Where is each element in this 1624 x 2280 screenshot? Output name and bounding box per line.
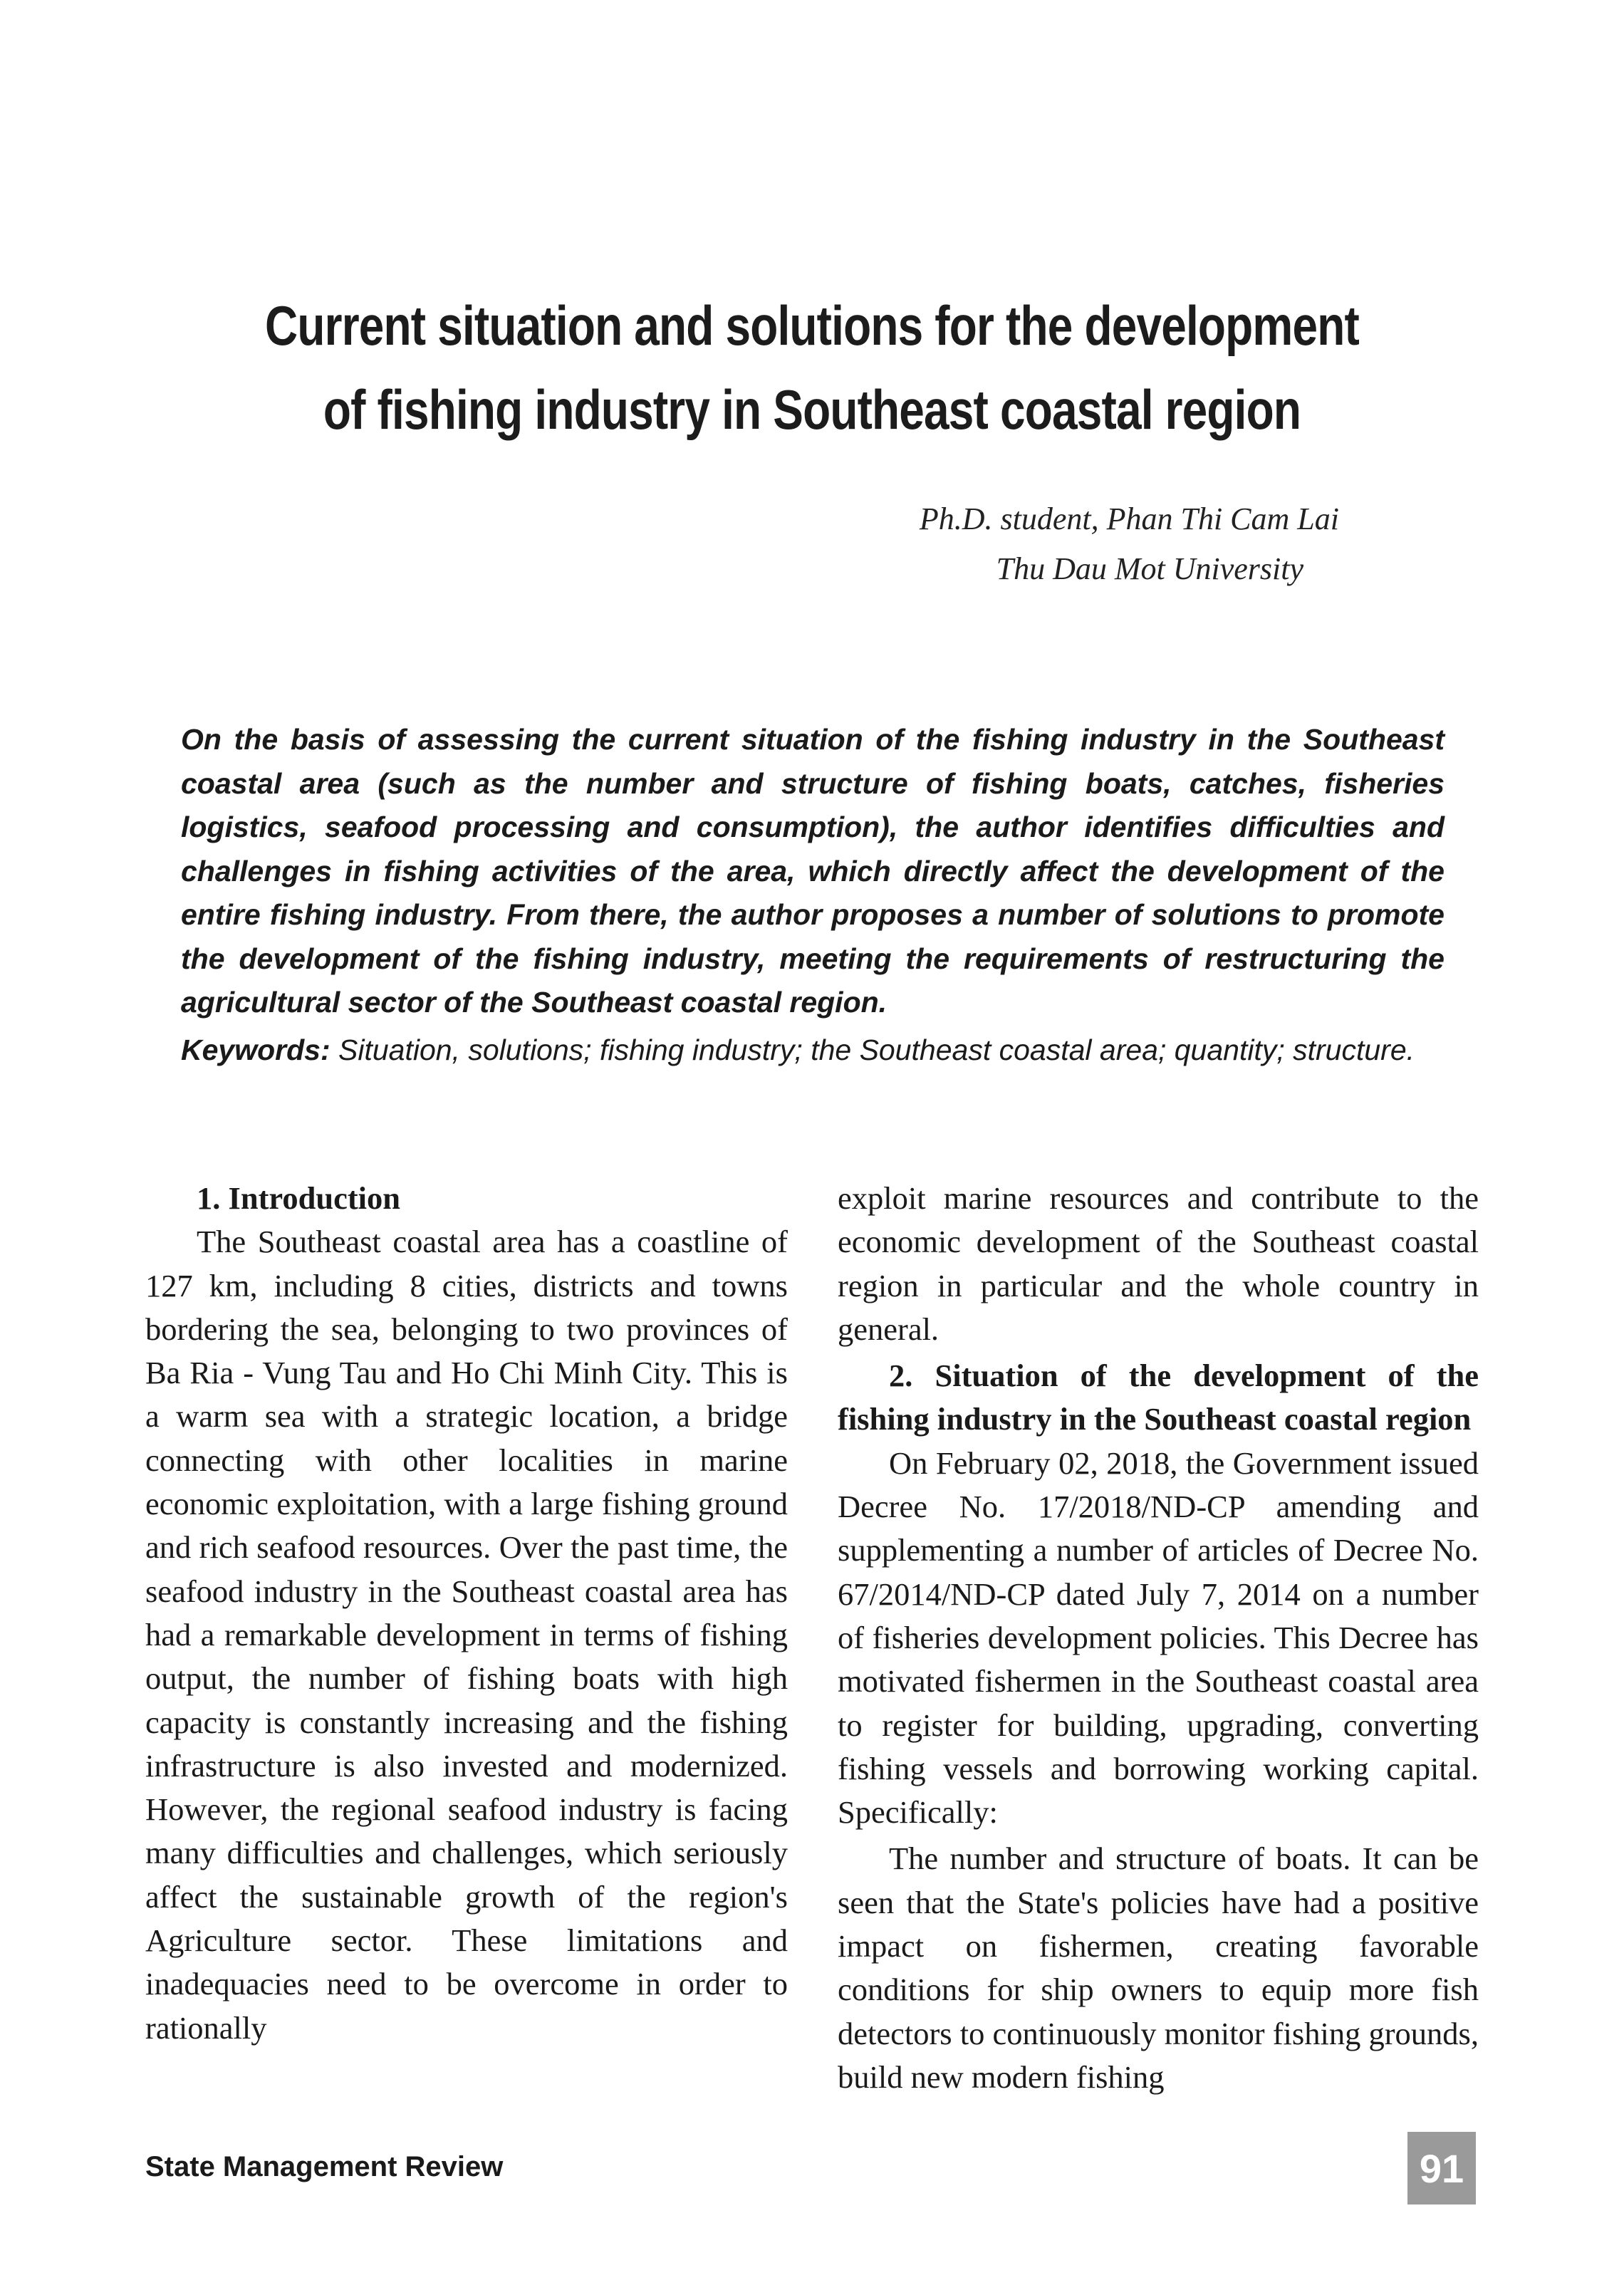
journal-name: State Management Review xyxy=(145,2151,504,2182)
keywords-text: Situation, solutions; fishing industry; the Southeast coastal area; quantity; structure. xyxy=(330,1034,1415,1066)
situation-paragraph-2: The number and structure of boats. It can be seen that the State's policies have had a positive impact on fishermen, creating favorable conditions for ship owners to equip more fish detectors to continuously monitor fishing grounds, build new modern fishing xyxy=(838,1841,1479,2095)
abstract: On the basis of assessing the current situation of the fishing industry in the Southeast coastal area (such as the number and structure of fishing boats, catches, fisheries logistics, seafood processing and consumption), the author identifies difficulties and challenges in fishing activities of the area, which directly affect the development of the entire fishing industry. From there, the author proposes a number of solutions to promote the development of the fishing industry, meeting the requirements of restructuring the agricultural sector of the Southeast coastal region. xyxy=(181,723,1445,1019)
introduction-paragraph: The Southeast coastal area has a coastline of 127 km, including 8 cities, districts and towns bordering the sea, belonging to two provinces of Ba Ria - Vung Tau and Ho Chi Minh City. This is a warm sea with a strategic location, a bridge connecting with other localities in marine economic exploitation, with a large fishing ground and rich seafood resources. Over the past time, the seafood industry in the Southeast coastal area has had a remarkable development in terms of fishing output, the number of fishing boats with high capacity is constantly increasing and the fishing infrastructure is also invested and modernized. However, the regional seafood industry is facing many difficulties and challenges, which seriously affect the sustainable growth of the region's Agriculture sector. These limitations and inadequacies need to be overcome in order to rationally xyxy=(145,1224,788,2046)
left-column xyxy=(145,1177,788,2050)
article-title-line-2: of fishing industry in Southeast coastal region xyxy=(323,378,1301,441)
page-number: 91 xyxy=(1407,2132,1476,2204)
author-affiliation: Thu Dau Mot University xyxy=(996,551,1303,586)
author-name: Ph.D. student, Phan Thi Cam Lai xyxy=(919,501,1339,536)
keywords xyxy=(181,1029,1445,1073)
article-title-line-1: Current situation and solutions for the development xyxy=(265,294,1359,357)
keywords-label: Keywords: xyxy=(181,1034,330,1066)
section-heading-introduction: 1. Introduction xyxy=(197,1180,401,1216)
article-title xyxy=(263,283,1361,452)
situation-paragraph-1: On February 02, 2018, the Government issued Decree No. 17/2018/ND-CP amending and supplementing a number of articles of Decree No. 67/2014/ND-CP dated July 7, 2014 on a number of fisheries development policies. This Decree has motivated fishermen in the Southeast coastal area to register for building, upgrading, converting fishing vessels and borrowing working capital. Specifically: xyxy=(838,1444,1479,1831)
section-heading-situation: 2. Situation of the development of the fishing industry in the Southeast coastal region xyxy=(838,1358,1479,1437)
right-column xyxy=(838,1177,1479,2099)
introduction-continuation: exploit marine resources and contribute to the economic development of the Southeast coastal region in particular and the whole country in general. xyxy=(838,1180,1479,1347)
